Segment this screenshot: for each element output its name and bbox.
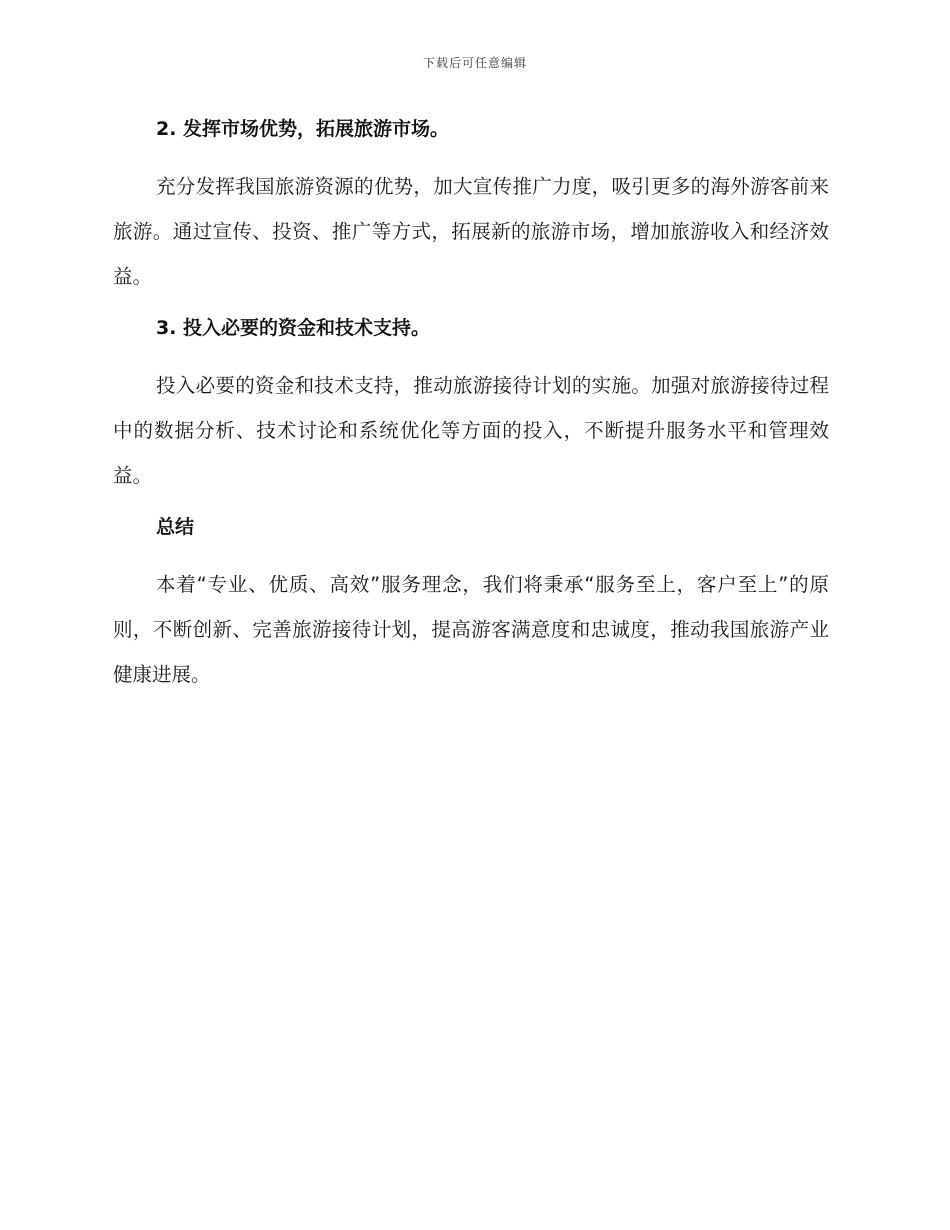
document-body: [113, 112, 829, 697]
section-paragraph-investment: 投入必要的资金和技术支持，推动旅游接待计划的实施。加强对旅游接待过程中的数据分析、技术讨论和系统优化等方面的投入，不断提升服务水平和管理效益。: [113, 374, 829, 487]
header-note: 下载后可任意编辑: [422, 56, 527, 70]
section-heading-market: 2. 发挥市场优势，拓展旅游市场。: [156, 118, 450, 140]
section-paragraph-summary: 本着“专业、优质、高效”服务理念，我们将秉承“服务至上，客户至上”的原则，不断创新、完善旅游接待计划，提高游客满意度和忠诚度，推动我国旅游产业健康进展。: [113, 573, 829, 686]
section-heading-investment: 3. 投入必要的资金和技术支持。: [156, 317, 431, 339]
section-heading-summary: 总结: [156, 516, 195, 538]
section-paragraph-market: 充分发挥我国旅游资源的优势，加大宣传推广力度，吸引更多的海外游客前来旅游。通过宣传、投资、推广等方式，拓展新的旅游市场，增加旅游收入和经济效益。: [113, 175, 829, 288]
